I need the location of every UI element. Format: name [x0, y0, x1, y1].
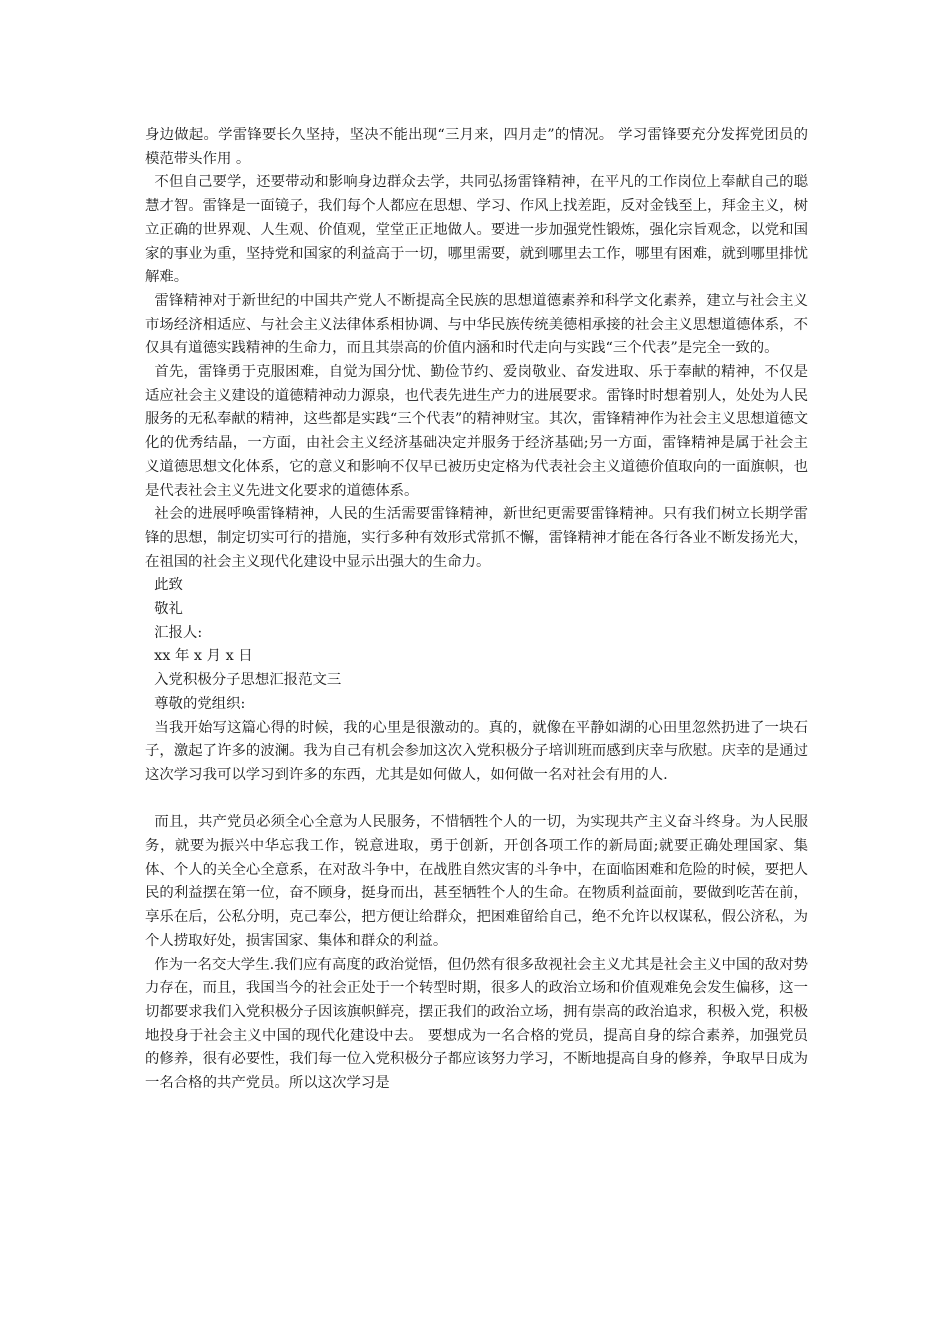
paragraph-7: 而且，共产党员必须全心全意为人民服务，不惜牺牲个人的一切，为实现共产主义奋斗终身。为人民服务，就要为振兴中华忘我工作，锐意进取，勇于创新，开创各项工作的新局面;就要正确处理国家、集体、个人的关全心全意系，在对敌斗争中，在战胜自然灾害的斗争中，在面临困难和危险的时候，要把人民的利益摆在第一位，奋不顾身，挺身而出，甚至牺牲个人的生命。在物质利益面前，要做到吃苦在前，享乐在后，公私分明，克己奉公，把方便让给群众，把困难留给自己，绝不允许以权谋私，假公济私，为个人捞取好处，损害国家、集体和群众的利益。: [145, 814, 808, 949]
greeting: 尊敬的党组织:: [145, 695, 246, 712]
blank-line: [145, 788, 808, 812]
paragraph-6: 当我开始写这篇心得的时候，我的心里是很激动的。真的，就像在平静如湖的心田里忽然扔进了一块石子，激起了许多的波澜。我为自己有机会参加这次入党积极分子培训班而感到庆幸与欣慰。庆幸的是通过这次学习我可以学习到许多的东西，尤其是如何做人，如何做一名对社会有用的人.: [145, 719, 808, 783]
paragraph-2: 不但自己要学，还要带动和影响身边群众去学，共同弘扬雷锋精神，在平凡的工作岗位上奉献自己的聪慧才智。雷锋是一面镜子，我们每个人都应在思想、学习、作风上找差距，反对金钱至上，拜金主义，树立正确的世界观、人生观、价值观，堂堂正正地做人。要进一步加强党性锻炼，强化宗旨观念，以党和国家的事业为重，坚持党和国家的利益高于一切，哪里需要，就到哪里去工作，哪里有困难，就到哪里排忧解难。: [145, 174, 808, 286]
paragraph-3: 雷锋精神对于新世纪的中国共产党人不断提高全民族的思想道德素养和科学文化素养，建立与社会主义市场经济相适应、与社会主义法律体系相协调、与中华民族传统美德相承接的社会主义思想道德体系，不仅具有道德实践精神的生命力，而且其崇高的价值内涵和时代走向与实践“三个代表”是完全一致的。: [145, 292, 808, 357]
paragraph-1: 身边做起。学雷锋要长久坚持，坚决不能出现“三月来，四月走”的情况。 学习雷锋要充分发挥党团员的模范带头作用 。: [145, 127, 808, 167]
section-title: 入党积极分子思想汇报范文三: [145, 672, 342, 689]
paragraph-5: 社会的进展呼唤雷锋精神，人民的生活需要雷锋精神，新世纪更需要雷锋精神。只有我们树立长期学雷锋的思想，制定切实可行的措施，实行多种有效形式常抓不懈，雷锋精神才能在各行各业不断发扬光大，在祖国的社会主义现代化建设中显示出强大的生命力。: [145, 506, 808, 570]
closing-regards: 敬礼: [145, 601, 183, 618]
reporter-label: 汇报人:: [145, 624, 203, 641]
closing-salutation: 此致: [145, 577, 183, 594]
report-date: xx 年 x 月 x 日: [145, 648, 253, 665]
paragraph-8: 作为一名交大学生.我们应有高度的政治觉悟，但仍然有很多敌视社会主义尤其是社会主义中国的敌对势力存在，而且，我国当今的社会正处于一个转型时期，很多人的政治立场和价值观难免会发生偏移，这一切都要求我们入党积极分子因该旗帜鲜亮，摆正我们的政治立场，拥有崇高的政治追求，积极入党，积极地投身于社会主义中国的现代化建设中去。 要想成为一名合格的党员，提高自身的综合素养，加强党员的修养，很有必要性，我们每一位入党积极分子都应该努力学习，不断地提高自身的修养，争取早日成为一名合格的共产党员。所以这次学习是: [145, 956, 809, 1092]
document-body: [145, 124, 808, 1096]
paragraph-4: 首先，雷锋勇于克服困难，自觉为国分忧、勤俭节约、爱岗敬业、奋发进取、乐于奉献的精神，不仅是适应社会主义建设的道德精神动力源泉，也代表先进生产力的进展要求。雷锋时时想着别人，处处为人民服务的无私奉献的精神，这些都是实践“三个代表”的精神财宝。其次，雷锋精神作为社会主义思想道德文化的优秀结晶，一方面，由社会主义经济基础决定并服务于经济基础;另一方面，雷锋精神是属于社会主义道德思想文化体系，它的意义和影响不仅早已被历史定格为代表社会主义道德价值取向的一面旗帜，也是代表社会主义先进文化要求的道德体系。: [145, 364, 808, 499]
